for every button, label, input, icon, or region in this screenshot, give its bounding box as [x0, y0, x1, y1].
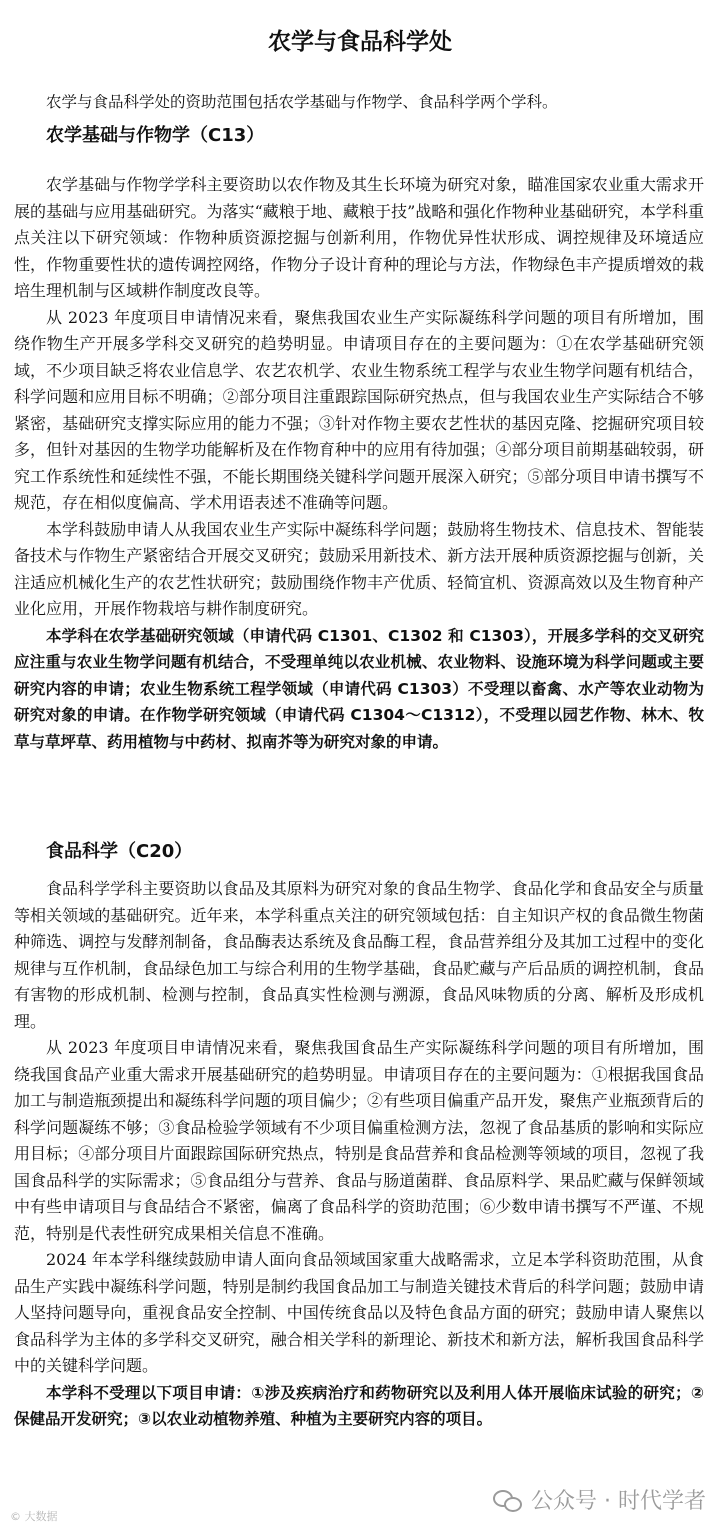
wechat-icon — [493, 1488, 523, 1512]
intro-text: 农学与食品科学处的资助范围包括农学基础与作物学、食品科学两个学科。 — [46, 93, 558, 111]
paragraph: 本学科鼓励申请人从我国农业生产实际中凝练科学问题；鼓励将生物技术、信息技术、智能装备技术与作物生产紧密结合开展交叉研究；鼓励采用新技术、新方法开展种质资源挖掘与创新，关注适应机械化生产的农艺性状研究；鼓励围绕作物丰产优质、轻简宜机、资源高效以及生物育种产业化应用，开展作物栽培与耕作制度研究。 — [14, 519, 704, 618]
paragraph: 从 2023 年度项目申请情况来看，聚焦我国农业生产实际凝练科学问题的项目有所增加，围绕作物生产开展多学科交叉研究的趋势明显。申请项目存在的主要问题为：①在农学基础研究领域，不少项目缺乏将农业信息学、农艺农机学、农业生物系统工程学与农业生物学问题有机结合，科学问题和应用目标不明确；②部分项目注重跟踪国际研究热点，但与我国农业生产实际结合不够紧密，基础研究支撑实际应用的能力不强；③针对作物主要农艺性状的基因克隆、挖掘研究项目较多，但针对基因的生物学功能解析及在作物育种中的应用有待加强；④部分项目前期基础较弱，研究工作系统性和延续性不强，不能长期围绕关键科学问题开展深入研究；⑤部分项目申请书撰写不规范，存在相似度偏高、学术用语表述不准确等问题。 — [14, 307, 704, 512]
section-body-c20 — [14, 876, 704, 1433]
paragraph: 农学基础与作物学学科主要资助以农作物及其生长环境为研究对象，瞄准国家农业重大需求开展的基础与应用基础研究。为落实“藏粮于地、藏粮于技”战略和强化作物种业基础研究，本学科重点关注以下研究领域：作物种质资源挖掘与创新利用，作物优异性状形成、调控规律及环境适应性，作物重要性状的遗传调控网络，作物分子设计育种的理论与方法，作物绿色丰产提质增效的栽培生理机制与区域耕作制度改良等。 — [14, 175, 704, 300]
page-title: 农学与食品科学处 — [268, 29, 452, 55]
paragraph-bold: 本学科在农学基础研究领域（申请代码 C1301、C1302 和 C1303），开展多学科的交叉研究应注重与农业生物学问题有机结合，不受理单纯以农业机械、农业物料、设施环境为科学问题或主要研究内容的申请；农业生物系统工程学领域（申请代码 C1303）不受理以畜禽、水产等农业动物为研究对象的申请。在作物学研究领域（申请代码 C1304～C1312），不受理以园艺作物、林木、牧草与草坪草、药用植物与中药材、拟南芥等为研究对象的申请。 — [14, 626, 704, 751]
section-heading-c13: 农学基础与作物学（C13） — [46, 125, 265, 146]
wechat-account-watermark — [493, 1484, 706, 1515]
paragraph-bold: 本学科不受理以下项目申请：①涉及疾病治疗和药物研究以及利用人体开展临床试验的研究；②保健品开发研究；③以农业动植物养殖、种植为主要研究内容的项目。 — [14, 1383, 704, 1428]
watermark-left: © 大数据 — [10, 1510, 58, 1523]
account-name: 公众号 · 时代学者 — [531, 1489, 706, 1514]
section-heading-c20: 食品科学（C20） — [46, 841, 193, 862]
paragraph: 从 2023 年度项目申请情况来看，聚焦我国食品生产实际凝练科学问题的项目有所增加，围绕我国食品产业重大需求开展基础研究的趋势明显。申请项目存在的主要问题为：①根据我国食品加工与制造瓶颈提出和凝练科学问题的项目偏少；②有些项目偏重产品开发，聚焦产业瓶颈背后的科学问题凝练不够；③食品检验学领域有不少项目偏重检测方法，忽视了食品基质的影响和实际应用目标；④部分项目片面跟踪国际研究热点，特别是食品营养和食品检测等领域的项目，忽视了我国食品科学的实际需求；⑤食品组分与营养、食品与肠道菌群、食品原料学、果品贮藏与保鲜领域中有些申请项目与食品结合不紧密，偏离了食品科学的资助范围；⑥少数申请书撰写不严谨、不规范，特别是代表性研究成果相关信息不准确。 — [14, 1038, 704, 1243]
section-body-c13 — [14, 172, 704, 755]
paragraph: 食品科学学科主要资助以食品及其原料为研究对象的食品生物学、食品化学和食品安全与质量等相关领域的基础研究。近年来，本学科重点关注的研究领域包括：自主知识产权的食品微生物菌种筛选、调控与发酵剂制备，食品酶表达系统及食品酶工程，食品营养组分及其加工过程中的变化规律与互作机制，食品绿色加工与综合利用的生物学基础，食品贮藏与产后品质的调控机制，食品有害物的形成机制、检测与控制，食品真实性检测与溯源，食品风味物质的分离、解析及形成机理。 — [14, 879, 704, 1031]
paragraph: 2024 年本学科继续鼓励申请人面向食品领域国家重大战略需求，立足本学科资助范围，从食品生产实践中凝练科学问题，特别是制约我国食品加工与制造关键技术背后的科学问题；鼓励申请人坚持问题导向，重视食品安全控制、中国传统食品以及特色食品方面的研究；鼓励申请人聚焦以食品科学为主体的多学科交叉研究，融合相关学科的新理论、新技术和新方法，解析我国食品科学中的关键科学问题。 — [14, 1250, 704, 1375]
